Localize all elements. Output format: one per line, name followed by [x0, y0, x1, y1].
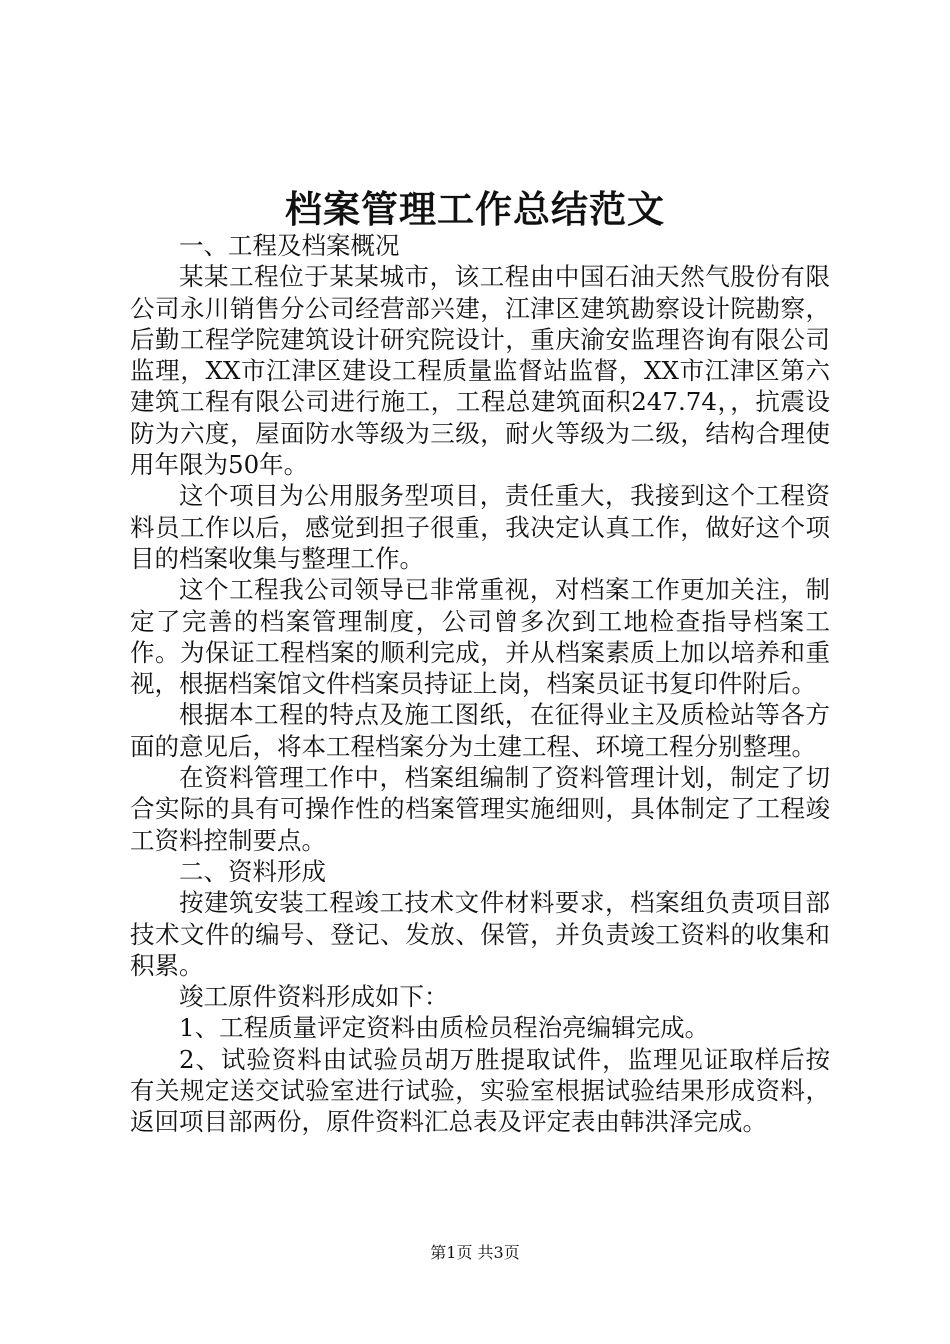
paragraph-project-info: 某某工程位于某某城市，该工程由中国石油天然气股份有限公司永川销售分公司经营部兴建，江津区建筑勘察设计院勘察，后勤工程学院建筑设计研究院设计，重庆渝安监理咨询有限公司监理，XX市江津区建设工程质量监督站监督，XX市江津区第六建筑工程有限公司进行施工，工程总建筑面积247.74，，抗震设防为六度，屋面防水等级为三级，耐火等级为二级，结构合理使用年限为50年。 — [130, 262, 830, 480]
paragraph-responsibility: 这个项目为公用服务型项目，责任重大，我接到这个工程资料员工作以后，感觉到担子很重，我决定认真工作，做好这个项目的档案收集与整理工作。 — [130, 481, 830, 573]
section-heading-formation: 二、资料形成 — [179, 856, 326, 886]
list-item-test-materials: 2、试验资料由试验员胡万胜提取试件，监理见证取样后按有关规定送交试验室进行试验，实验室根据试验结果形成资料，返回项目部两份，原件资料汇总表及评定表由韩洪泽完成。 — [130, 1044, 830, 1137]
paragraph-management-plan: 在资料管理工作中，档案组编制了资料管理计划，制定了切合实际的具有可操作性的档案管理实施细则，具体制定了工程竣工资料控制要点。 — [130, 763, 830, 855]
document-title: 档案管理工作总结范文 — [285, 187, 665, 231]
paragraph-archive-division: 根据本工程的特点及施工图纸，在征得业主及质检站等各方面的意见后，将本工程档案分为土建工程、环境工程分别整理。 — [130, 700, 830, 761]
paragraph-original-materials: 竣工原件资料形成如下： — [179, 982, 449, 1012]
section-heading-overview: 一、工程及档案概况 — [179, 231, 400, 260]
list-item-quality-assessment: 1、工程质量评定资料由质检员程治亮编辑完成。 — [179, 1013, 710, 1043]
document-body — [130, 230, 830, 1138]
page-footer: 第1页 共3页 — [430, 1243, 520, 1262]
paragraph-technical-documents: 按建筑安装工程竣工技术文件材料要求，档案组负责项目部技术文件的编号、登记、发放、保管，并负责竣工资料的收集和积累。 — [130, 888, 830, 980]
paragraph-management-attention: 这个工程我公司领导已非常重视，对档案工作更加关注，制定了完善的档案管理制度，公司曾多次到工地检查指导档案工作。为保证工程档案的顺利完成，并从档案素质上加以培养和重视，根据档案馆文件档案员持证上岗，档案员证书复印件附后。 — [130, 575, 830, 699]
